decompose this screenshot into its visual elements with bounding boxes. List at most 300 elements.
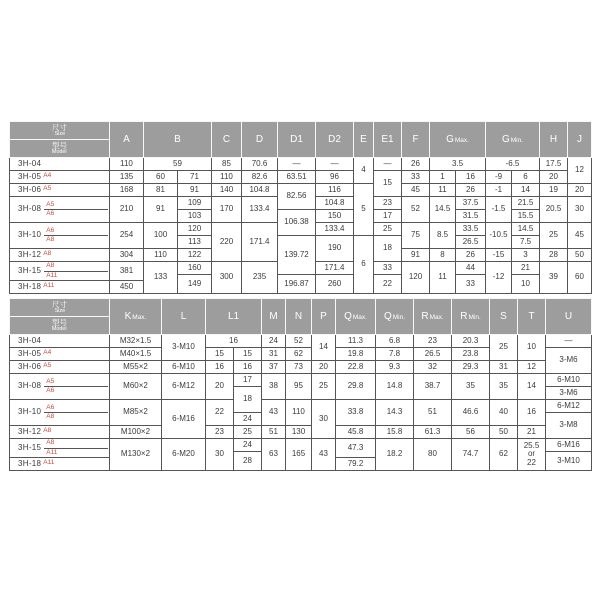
value-cell: 190 bbox=[316, 236, 354, 262]
value-cell: 25 bbox=[234, 426, 262, 439]
dimensions-table-upper bbox=[9, 121, 592, 294]
value-cell: 6-M16 bbox=[162, 400, 206, 439]
table-row bbox=[10, 158, 592, 171]
model-cell-content bbox=[11, 363, 108, 371]
model-variant-fraction bbox=[44, 378, 108, 396]
value-line: 22 bbox=[527, 457, 536, 467]
value-cell: 25 bbox=[490, 335, 518, 361]
header-text: S bbox=[500, 310, 507, 322]
value-cell: 3.5 bbox=[430, 158, 486, 171]
value-cell: 170 bbox=[212, 197, 242, 223]
value-cell: 3 bbox=[512, 249, 540, 262]
model-variant-label: A6 bbox=[44, 404, 108, 414]
header-text: R bbox=[421, 310, 429, 322]
column-header-j bbox=[568, 122, 592, 158]
value-cell: 91 bbox=[144, 197, 178, 223]
value-cell: 6 bbox=[354, 236, 374, 294]
value-cell: 79.2 bbox=[336, 458, 376, 471]
value-cell: 52 bbox=[402, 197, 430, 223]
value-cell: 51 bbox=[262, 426, 286, 439]
model-variant-label: A5 bbox=[44, 378, 108, 388]
value-cell: 171.4 bbox=[316, 262, 354, 275]
value-cell: M32×1.5 bbox=[110, 335, 162, 348]
value-cell: 106.38 bbox=[278, 210, 316, 236]
column-header-d2 bbox=[316, 122, 354, 158]
header-subscript: Max. bbox=[429, 313, 444, 321]
value-cell: 24 bbox=[234, 439, 262, 452]
value-cell: 29.3 bbox=[452, 361, 490, 374]
model-variant-label: A8 bbox=[44, 262, 108, 272]
value-cell: 6-M10 bbox=[162, 361, 206, 374]
model-cell-content bbox=[11, 251, 108, 259]
value-cell: 35 bbox=[452, 374, 490, 400]
column-header-p bbox=[312, 299, 336, 335]
value-cell: 25 bbox=[374, 223, 402, 236]
value-cell: 3-M8 bbox=[546, 413, 592, 439]
value-cell: 62 bbox=[490, 439, 518, 471]
value-cell: 52 bbox=[286, 335, 312, 348]
value-cell: 17.5 bbox=[540, 158, 568, 171]
model-label: 3H-05 bbox=[18, 348, 42, 358]
corner-size-label bbox=[10, 122, 109, 139]
value-cell: 23 bbox=[374, 197, 402, 210]
value-cell: 3-M6 bbox=[546, 348, 592, 374]
value-cell: 15 bbox=[374, 171, 402, 197]
value-cell: 14 bbox=[518, 374, 546, 400]
value-cell: 15.5 bbox=[512, 210, 540, 223]
column-header-kmax bbox=[110, 299, 162, 335]
header-text: A bbox=[123, 133, 130, 145]
value-cell: -9 bbox=[486, 171, 512, 184]
value-cell: 81 bbox=[144, 184, 178, 197]
model-cell-content bbox=[11, 378, 108, 396]
value-cell: 100 bbox=[144, 223, 178, 249]
value-cell: 260 bbox=[316, 275, 354, 294]
header-subscript: Min. bbox=[392, 313, 406, 321]
value-cell: 11 bbox=[430, 262, 456, 294]
model-variant-label: A11 bbox=[46, 271, 58, 279]
model-cell bbox=[10, 439, 110, 458]
column-header-d bbox=[242, 122, 278, 158]
value-cell: 3-M10 bbox=[546, 452, 592, 471]
header-text: E1 bbox=[381, 133, 394, 145]
model-cell-content bbox=[11, 439, 108, 457]
value-cell: 8.5 bbox=[430, 223, 456, 249]
model-variant-fraction bbox=[44, 262, 108, 280]
value-cell: 26 bbox=[456, 249, 486, 262]
model-variant-label: A6 bbox=[46, 387, 55, 394]
header-text: L bbox=[180, 310, 187, 322]
model-label: 3H-08 bbox=[18, 381, 42, 391]
value-cell: 39 bbox=[540, 262, 568, 294]
value-cell: M130×2 bbox=[110, 439, 162, 471]
value-cell: 15.8 bbox=[376, 426, 414, 439]
model-cell bbox=[10, 223, 110, 249]
value-cell: 15 bbox=[206, 348, 234, 361]
model-variant-fraction bbox=[44, 227, 108, 245]
corner-model-label bbox=[10, 139, 109, 157]
column-header-f bbox=[402, 122, 430, 158]
value-cell: 82.56 bbox=[278, 184, 316, 210]
model-cell-content bbox=[11, 428, 108, 436]
size-label-cn: 尺寸 bbox=[52, 299, 67, 309]
model-cell bbox=[10, 426, 110, 439]
value-cell: 24 bbox=[262, 335, 286, 348]
value-cell: 26 bbox=[402, 158, 430, 171]
value-cell: 44 bbox=[456, 262, 486, 275]
header-row bbox=[10, 122, 592, 158]
header-text: D1 bbox=[290, 133, 303, 145]
value-cell: 3-M10 bbox=[162, 335, 206, 361]
header-text: M bbox=[269, 310, 278, 322]
value-cell: 24 bbox=[234, 413, 262, 426]
value-cell: 47.3 bbox=[336, 439, 376, 458]
model-cell bbox=[10, 171, 110, 184]
size-label-en: Size bbox=[54, 308, 65, 314]
value-cell: 14.5 bbox=[512, 223, 540, 236]
model-variant-label: A8 bbox=[43, 426, 52, 434]
value-cell: 71 bbox=[178, 171, 212, 184]
header-text: E bbox=[360, 133, 367, 145]
value-cell: 104.8 bbox=[242, 184, 278, 197]
table-row bbox=[10, 335, 592, 348]
value-cell: 10 bbox=[512, 275, 540, 294]
header-text: D bbox=[255, 133, 264, 145]
header-text: H bbox=[549, 133, 558, 145]
header-text: T bbox=[528, 310, 535, 322]
model-variant-label: A5 bbox=[43, 361, 52, 369]
column-header-n bbox=[286, 299, 312, 335]
value-cell: 304 bbox=[110, 249, 144, 262]
value-cell: 168 bbox=[110, 184, 144, 197]
value-cell: 171.4 bbox=[242, 223, 278, 262]
value-cell: 33 bbox=[374, 262, 402, 275]
value-cell: 50 bbox=[568, 249, 592, 262]
model-cell bbox=[10, 335, 110, 348]
value-cell: 300 bbox=[212, 262, 242, 294]
value-cell: 122 bbox=[178, 249, 212, 262]
value-cell: 120 bbox=[402, 262, 430, 294]
value-cell: 33 bbox=[402, 171, 430, 184]
size-label-cn: 尺寸 bbox=[52, 122, 67, 132]
model-label: 3H-12 bbox=[18, 426, 42, 436]
header-text: U bbox=[564, 310, 573, 322]
value-cell: 74.7 bbox=[452, 439, 490, 471]
value-cell: 12 bbox=[568, 158, 592, 184]
value-cell: 23 bbox=[414, 335, 452, 348]
model-variant-label: A5 bbox=[43, 184, 52, 192]
model-variant-fraction bbox=[44, 404, 108, 422]
value-cell: 20 bbox=[312, 361, 336, 374]
model-cell-content bbox=[11, 283, 108, 291]
value-cell: 11 bbox=[430, 184, 456, 197]
value-cell: 22.8 bbox=[336, 361, 376, 374]
value-cell: 110 bbox=[144, 249, 178, 262]
column-header-rmin bbox=[452, 299, 490, 335]
model-variant-label: A6 bbox=[46, 210, 55, 217]
value-cell: 37.5 bbox=[456, 197, 486, 210]
value-cell: 22 bbox=[374, 275, 402, 294]
model-variant-label: A4 bbox=[43, 171, 52, 179]
column-header-gmax bbox=[430, 122, 486, 158]
column-header-s bbox=[490, 299, 518, 335]
value-cell: 235 bbox=[242, 262, 278, 294]
table-row bbox=[10, 400, 592, 413]
value-cell: 63.51 bbox=[278, 171, 316, 184]
header-text: J bbox=[577, 133, 582, 145]
value-cell: 60 bbox=[144, 171, 178, 184]
value-cell: 21.5 bbox=[512, 197, 540, 210]
model-label-cn: 型号 bbox=[52, 140, 67, 150]
column-header-l bbox=[162, 299, 206, 335]
value-line: or bbox=[527, 449, 536, 459]
value-cell: 19 bbox=[540, 184, 568, 197]
table-row bbox=[10, 184, 592, 197]
header-text: G bbox=[446, 133, 454, 145]
model-cell bbox=[10, 400, 110, 426]
value-cell: M55×2 bbox=[110, 361, 162, 374]
column-header-t bbox=[518, 299, 546, 335]
value-cell: 25 bbox=[312, 374, 336, 400]
value-cell: 63 bbox=[262, 439, 286, 471]
header-row bbox=[10, 299, 592, 335]
model-cell bbox=[10, 348, 110, 361]
value-cell: 110 bbox=[110, 158, 144, 171]
value-cell: 33.5 bbox=[456, 223, 486, 236]
value-cell: 6-M16 bbox=[546, 439, 592, 452]
value-cell: 15 bbox=[234, 348, 262, 361]
header-text: Q bbox=[383, 310, 392, 322]
value-cell: 6 bbox=[512, 171, 540, 184]
table-row bbox=[10, 361, 592, 374]
table-row bbox=[10, 439, 592, 452]
value-cell: 160 bbox=[178, 262, 212, 275]
value-cell: 31 bbox=[262, 348, 286, 361]
table-row bbox=[10, 374, 592, 387]
model-variant-label: A8 bbox=[46, 236, 55, 243]
value-cell: 16 bbox=[206, 335, 262, 348]
value-cell: 31.5 bbox=[456, 210, 486, 223]
value-cell: 120 bbox=[178, 223, 212, 236]
value-cell: 14.8 bbox=[376, 374, 414, 400]
value-cell: 31 bbox=[490, 361, 518, 374]
value-cell: 14 bbox=[312, 335, 336, 361]
column-header-e bbox=[354, 122, 374, 158]
value-cell: 140 bbox=[212, 184, 242, 197]
model-variant-label: A4 bbox=[43, 348, 52, 356]
value-cell: 20 bbox=[206, 374, 234, 400]
header-text: D2 bbox=[328, 133, 341, 145]
value-cell: — bbox=[278, 158, 316, 171]
column-header-gmin bbox=[486, 122, 540, 158]
value-cell: -10.5 bbox=[486, 223, 512, 249]
model-variant-label: A8 bbox=[46, 413, 55, 420]
header-subscript: Max. bbox=[352, 313, 367, 321]
header-text: K bbox=[124, 310, 132, 322]
value-cell: — bbox=[374, 158, 402, 171]
column-header-m bbox=[262, 299, 286, 335]
value-cell: 20.3 bbox=[452, 335, 490, 348]
value-cell: 37 bbox=[262, 361, 286, 374]
value-cell: 26.5 bbox=[456, 236, 486, 249]
value-cell: 3-M6 bbox=[546, 387, 592, 400]
value-cell: -15 bbox=[486, 249, 512, 262]
model-variant-label: A5 bbox=[44, 201, 108, 211]
value-cell: 30 bbox=[568, 197, 592, 223]
dimensions-table-lower bbox=[9, 298, 592, 471]
value-cell: 149 bbox=[178, 275, 212, 294]
model-label: 3H-04 bbox=[18, 158, 42, 168]
value-cell: 210 bbox=[110, 197, 144, 223]
value-cell: 35 bbox=[490, 374, 518, 400]
value-cell: 30 bbox=[312, 400, 336, 439]
model-cell-content bbox=[11, 404, 108, 422]
value-cell: M40×1.5 bbox=[110, 348, 162, 361]
header-subscript: Max. bbox=[454, 136, 469, 144]
value-cell: 62 bbox=[286, 348, 312, 361]
value-cell: 1 bbox=[430, 171, 456, 184]
value-cell: 91 bbox=[402, 249, 430, 262]
value-cell: 29.8 bbox=[336, 374, 376, 400]
value-cell: 133.4 bbox=[242, 197, 278, 223]
value-cell: 19.8 bbox=[336, 348, 376, 361]
value-cell: M60×2 bbox=[110, 374, 162, 400]
value-cell: 133 bbox=[144, 262, 178, 294]
value-cell: 17 bbox=[234, 374, 262, 387]
column-header-qmax bbox=[336, 299, 376, 335]
value-cell: 95 bbox=[286, 374, 312, 400]
value-cell bbox=[518, 439, 546, 471]
header-text: B bbox=[174, 133, 181, 145]
model-cell bbox=[10, 184, 110, 197]
value-cell: 82.6 bbox=[242, 171, 278, 184]
header-text: C bbox=[222, 133, 231, 145]
model-cell bbox=[10, 158, 110, 171]
model-label: 3H-10 bbox=[18, 230, 42, 240]
value-cell: 91 bbox=[178, 184, 212, 197]
model-label: 3H-05 bbox=[18, 171, 42, 181]
value-cell: 85 bbox=[212, 158, 242, 171]
column-header-rmax bbox=[414, 299, 452, 335]
column-header-b bbox=[144, 122, 212, 158]
model-cell-content bbox=[11, 186, 108, 194]
column-header-h bbox=[540, 122, 568, 158]
column-header-e1 bbox=[374, 122, 402, 158]
value-cell: -1.5 bbox=[486, 197, 512, 223]
value-cell: 16 bbox=[234, 361, 262, 374]
model-label: 3H-08 bbox=[18, 204, 42, 214]
value-cell: 25 bbox=[540, 223, 568, 249]
value-cell: 104.8 bbox=[316, 197, 354, 210]
value-cell: 116 bbox=[316, 184, 354, 197]
value-cell: M85×2 bbox=[110, 400, 162, 426]
value-cell: 21 bbox=[512, 262, 540, 275]
value-cell: 33.8 bbox=[336, 400, 376, 426]
value-cell: 75 bbox=[402, 223, 430, 249]
column-header-qmin bbox=[376, 299, 414, 335]
value-cell: 381 bbox=[110, 262, 144, 281]
value-cell: 45 bbox=[402, 184, 430, 197]
value-cell: 6.8 bbox=[376, 335, 414, 348]
header-text: R bbox=[460, 310, 468, 322]
value-cell: 59 bbox=[144, 158, 212, 171]
value-cell: 23 bbox=[206, 426, 234, 439]
header-text: F bbox=[412, 133, 419, 145]
header-subscript: Min. bbox=[510, 136, 524, 144]
value-cell: 18 bbox=[234, 387, 262, 413]
value-cell: 45 bbox=[568, 223, 592, 249]
value-cell: 26.5 bbox=[414, 348, 452, 361]
value-cell: 220 bbox=[212, 223, 242, 262]
model-label: 3H-06 bbox=[18, 184, 42, 194]
model-label: 3H-18 bbox=[18, 458, 42, 468]
model-cell bbox=[10, 249, 110, 262]
value-cell: 73 bbox=[286, 361, 312, 374]
model-cell bbox=[10, 458, 110, 471]
value-cell: 12 bbox=[518, 361, 546, 374]
model-label: 3H-12 bbox=[18, 249, 42, 259]
model-variant-label: A11 bbox=[43, 281, 55, 289]
corner-model-label bbox=[10, 316, 109, 334]
column-header-l1 bbox=[206, 299, 262, 335]
model-cell bbox=[10, 281, 110, 294]
value-cell: 11.3 bbox=[336, 335, 376, 348]
value-cell: 139.72 bbox=[278, 236, 316, 275]
model-variant-label: A8 bbox=[44, 439, 108, 449]
value-cell: 150 bbox=[316, 210, 354, 223]
value-cell: 32 bbox=[414, 361, 452, 374]
model-label-en: Model bbox=[52, 149, 67, 155]
model-cell-content bbox=[11, 350, 108, 358]
model-cell-content bbox=[11, 227, 108, 245]
model-cell bbox=[10, 361, 110, 374]
value-cell: 133.4 bbox=[316, 223, 354, 236]
model-variant-label: A11 bbox=[43, 458, 55, 466]
value-cell: 6-M20 bbox=[162, 439, 206, 471]
value-cell: 165 bbox=[286, 439, 312, 471]
value-cell: 56 bbox=[452, 426, 490, 439]
value-cell: 109 bbox=[178, 197, 212, 210]
table-row bbox=[10, 426, 592, 439]
value-cell: 14 bbox=[512, 184, 540, 197]
model-cell bbox=[10, 262, 110, 281]
model-cell-content bbox=[11, 173, 108, 181]
model-label: 3H-10 bbox=[18, 407, 42, 417]
model-variant-label: A6 bbox=[44, 227, 108, 237]
model-cell-content bbox=[11, 460, 108, 468]
value-cell: 18 bbox=[374, 236, 402, 262]
value-cell: 5 bbox=[354, 184, 374, 236]
value-cell: 60 bbox=[568, 262, 592, 294]
model-cell bbox=[10, 197, 110, 223]
value-cell: 7.5 bbox=[512, 236, 540, 249]
value-cell: 38.7 bbox=[414, 374, 452, 400]
model-cell-content bbox=[11, 262, 108, 280]
value-cell: 43 bbox=[312, 439, 336, 471]
spec-sheet bbox=[9, 121, 592, 471]
model-variant-label: A11 bbox=[46, 448, 58, 456]
value-cell: 33 bbox=[456, 275, 486, 294]
value-cell: 70.6 bbox=[242, 158, 278, 171]
model-label-cn: 型号 bbox=[52, 317, 67, 327]
value-cell: 30 bbox=[206, 439, 234, 471]
model-cell-content bbox=[11, 337, 108, 345]
value-cell: 28 bbox=[234, 452, 262, 471]
model-variant-fraction bbox=[44, 439, 108, 457]
value-cell: 43 bbox=[262, 400, 286, 426]
model-cell-content bbox=[11, 201, 108, 219]
value-cell: 14.3 bbox=[376, 400, 414, 426]
